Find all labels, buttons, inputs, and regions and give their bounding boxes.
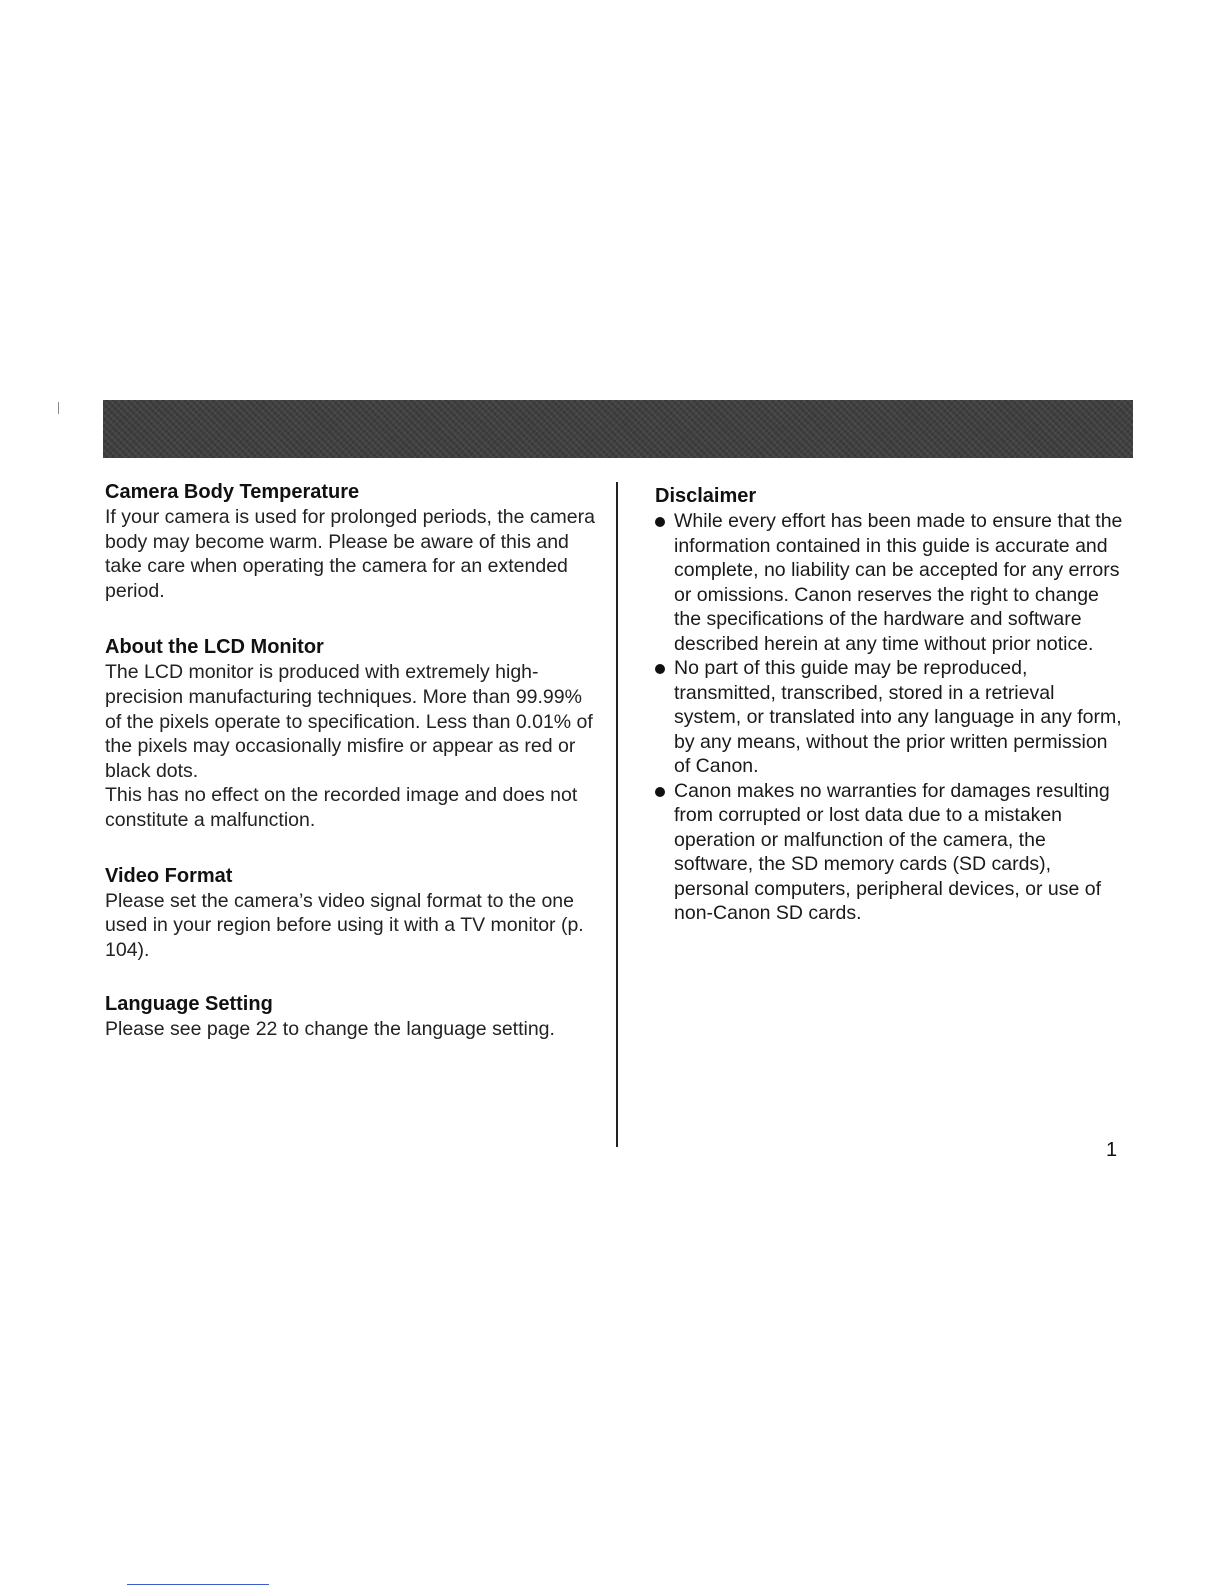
section-body: The LCD monitor is produced with extremely high-precision manufacturing techniques. More than 99.99% of the pixels operate to specification. Less than 0.01% of the pixels may occasionally misfire or appear as red or black dots. bbox=[105, 661, 593, 782]
disclaimer-item-text: No part of this guide may be reproduced, transmitted, transcribed, stored in a retrieval system, or translated into any language in any form, by any means, without the prior written permission of Canon. bbox=[674, 657, 1122, 777]
section-heading: Language Setting bbox=[105, 993, 273, 1016]
section-lcd-monitor bbox=[105, 635, 595, 832]
section-heading: Camera Body Temperature bbox=[105, 481, 360, 503]
section-body-continued: This has no effect on the recorded image and does not constitute a malfunction. bbox=[105, 784, 578, 831]
disclaimer-item bbox=[655, 509, 1125, 656]
disclaimer-item bbox=[655, 656, 1125, 779]
margin-mark bbox=[58, 402, 59, 414]
disclaimer-list bbox=[655, 509, 1125, 926]
left-column bbox=[105, 480, 595, 1070]
bullet-icon bbox=[655, 517, 665, 527]
bullet-icon bbox=[655, 787, 665, 797]
disclaimer-item-text: Canon makes no warranties for damages resulting from corrupted or lost data due to a mistaken operation or malfunction of the camera, the software, the SD memory cards (SD cards), personal computers, peripheral devices, or use of non-Canon SD cards. bbox=[674, 779, 1110, 924]
disclaimer-item-text: While every effort has been made to ensure that the information contained in this guide is accurate and complete, no liability can be accepted for any errors or omissions. Canon reserves the right to change the specifications of the hardware and software described herein at any time without prior notice. bbox=[674, 510, 1123, 655]
section-body: Please set the camera’s video signal format to the one used in your region before using it with a TV monitor (p. 104). bbox=[105, 889, 584, 961]
page-number: 1 bbox=[1106, 1139, 1118, 1161]
section-body: Please see page 22 to change the language setting. bbox=[105, 1018, 555, 1041]
section-heading: Video Format bbox=[105, 864, 233, 887]
section-video-format bbox=[105, 864, 595, 963]
header-bar bbox=[103, 400, 1133, 458]
column-divider bbox=[616, 482, 618, 1147]
section-heading: About the LCD Monitor bbox=[105, 636, 324, 659]
disclaimer-item bbox=[655, 779, 1125, 926]
disclaimer-heading: Disclaimer bbox=[655, 485, 757, 507]
section-camera-body-temperature bbox=[105, 480, 595, 603]
bullet-icon bbox=[655, 664, 665, 674]
section-language-setting bbox=[105, 992, 595, 1042]
right-column bbox=[655, 484, 1125, 926]
section-body: If your camera is used for prolonged periods, the camera body may become warm. Please be aware of this and take care when operating the camera for an extended period. bbox=[105, 506, 595, 602]
